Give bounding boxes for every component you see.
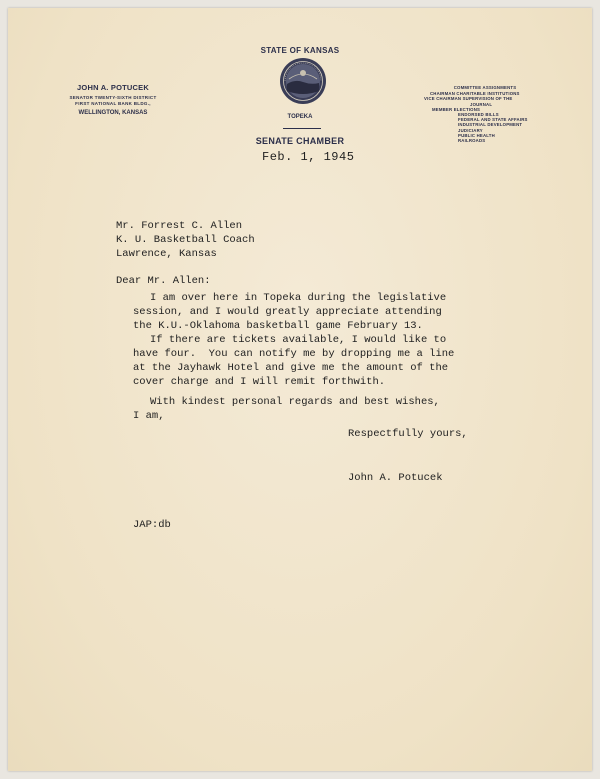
paragraph-3-line: With kindest personal regards and best wishes,	[150, 396, 440, 408]
paragraph-2-line: cover charge and I will remit forthwith.	[133, 376, 386, 388]
committee-item: FEDERAL AND STATE AFFAIRS	[458, 117, 528, 123]
recipient-line-1: Mr. Forrest C. Allen	[116, 220, 243, 232]
committee-item: PUBLIC HEALTH	[458, 132, 495, 138]
committee-item: JOURNAL	[470, 101, 493, 107]
letter-date: Feb. 1, 1945	[262, 150, 355, 164]
typist-initials: JAP:db	[133, 519, 171, 531]
letterhead-state: STATE OF KANSAS	[260, 46, 340, 55]
signature-name: John A. Potucek	[348, 472, 443, 484]
committee-item: MEMBER ELECTIONS	[432, 106, 481, 112]
letterhead-city: TOPEKA	[287, 114, 313, 120]
paragraph-2-line: If there are tickets available, I would like to	[150, 334, 447, 346]
sender-address-1: FIRST NATIONAL BANK BLDG.,	[75, 101, 151, 106]
recipient-line-2: K. U. Basketball Coach	[116, 234, 255, 246]
closing: Respectfully yours,	[348, 428, 468, 440]
committee-item: CHAIRMAN CHARITABLE INSTITUTIONS	[430, 91, 520, 97]
kansas-state-seal-icon	[279, 57, 327, 105]
committee-item: ENDORSED BILLS	[458, 112, 499, 118]
sender-name: JOHN A. POTUCEK	[77, 83, 149, 92]
committee-item: VICE CHAIRMAN SUPERVISION OF THE	[424, 96, 513, 102]
paragraph-1-line: the K.U.-Oklahoma basketball game February 13.	[133, 320, 423, 332]
committee-item: INDUSTRIAL DEVELOPMENT	[458, 122, 523, 128]
sender-address-2: WELLINGTON, KANSAS	[78, 110, 148, 116]
paragraph-2-line: have four. You can notify me by dropping me a line	[133, 348, 455, 360]
letterhead-chamber: SENATE CHAMBER	[255, 136, 345, 146]
sender-district: SENATOR TWENTY-SIXTH DISTRICT	[69, 95, 157, 100]
salutation: Dear Mr. Allen:	[116, 275, 211, 287]
paragraph-2-line: at the Jayhawk Hotel and give me the amount of the	[133, 362, 449, 374]
committee-title: COMMITTEE ASSIGNMENTS	[453, 85, 517, 90]
committee-item: RAILROADS	[458, 138, 486, 144]
paragraph-1-line: I am over here in Topeka during the legislative	[150, 292, 447, 304]
recipient-line-3: Lawrence, Kansas	[116, 248, 217, 260]
letterhead-divider	[283, 128, 321, 129]
committee-block	[410, 85, 560, 143]
sender-block	[48, 83, 178, 116]
committee-item: JUDICIARY	[458, 127, 483, 133]
paragraph-3-line: I am,	[133, 410, 165, 422]
paragraph-1-line: session, and I would greatly appreciate attending	[133, 306, 442, 318]
